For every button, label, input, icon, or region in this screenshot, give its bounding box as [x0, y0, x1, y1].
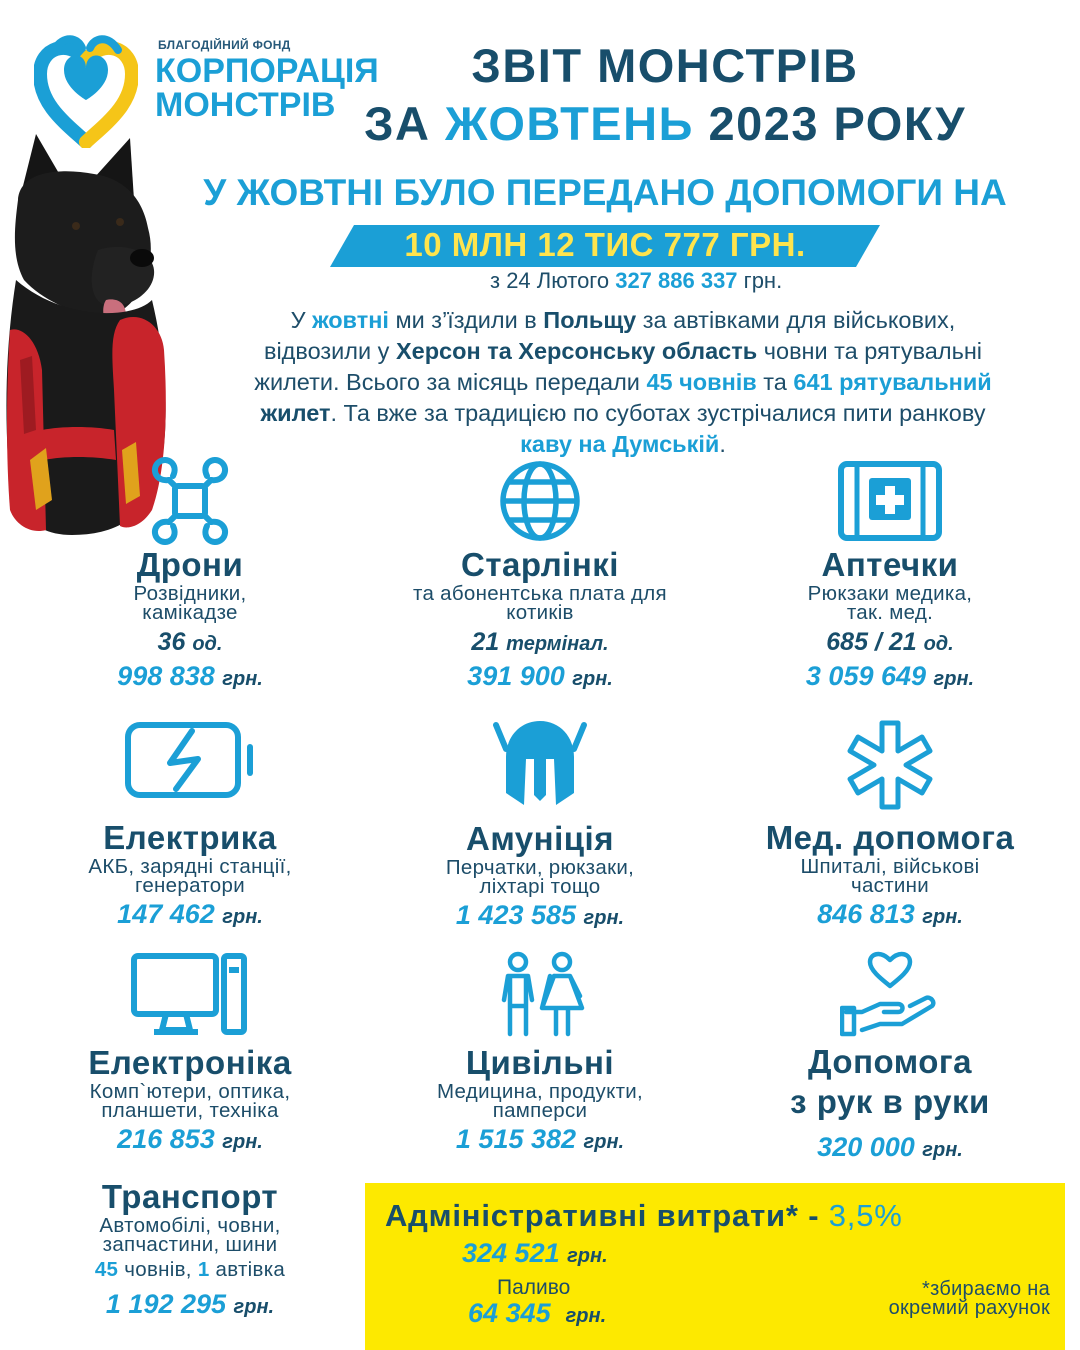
currency: грн.	[933, 668, 975, 690]
story-highlight: жовтні	[312, 307, 389, 333]
heart-hand-icon	[840, 950, 940, 1040]
currency: грн.	[565, 1305, 607, 1327]
story-highlight: 45 човнів	[646, 369, 757, 395]
currency: грн.	[922, 1139, 963, 1161]
category-electronics	[40, 950, 340, 1155]
category-name: Електрика	[103, 819, 277, 856]
total-amount: 10 МЛН 12 ТИС 777 ГРН.	[404, 226, 806, 263]
qty-value: 45	[94, 1258, 119, 1281]
desc-line: камікадзе	[142, 601, 238, 624]
category-desc	[390, 1082, 690, 1120]
category-transport	[40, 1178, 340, 1320]
name-line: з рук в руки	[790, 1083, 990, 1120]
story-highlight: каву на Думській	[520, 431, 720, 457]
category-name: Електроніка	[88, 1044, 292, 1081]
title-month: ЖОВТЕНЬ	[445, 97, 694, 150]
story-paragraph	[168, 305, 1078, 460]
desc-line: котиків	[506, 601, 574, 624]
admin-title	[385, 1198, 903, 1234]
first-aid-kit-icon	[835, 456, 945, 546]
amount-value: 64 345	[468, 1298, 551, 1328]
story-text: ми з’їздили в	[395, 307, 537, 333]
admin-amount	[462, 1238, 608, 1269]
summary-heading: У ЖОВТНІ БУЛО ПЕРЕДАНО ДОПОМОГИ НА	[203, 172, 1007, 213]
story-text: . Та вже за традицією по суботах зустрічалися пити ранкову	[330, 400, 986, 426]
category-electric	[40, 715, 340, 930]
amount-value: 1 515 382	[455, 1124, 577, 1154]
category-hand-to-hand	[740, 950, 1040, 1163]
story-text: відвозили у	[263, 338, 390, 364]
qty-value: 36	[157, 628, 186, 656]
category-desc	[390, 584, 690, 622]
category-desc	[40, 857, 340, 895]
category-desc	[740, 584, 1040, 622]
story-text: та	[763, 369, 787, 395]
desc-line: генератори	[135, 874, 245, 897]
category-amount	[740, 899, 1040, 930]
category-starlink	[390, 456, 690, 692]
desc-line: ліхтарі тощо	[479, 875, 601, 898]
story-bold: жилет	[260, 400, 331, 426]
amount-value: 1 192 295	[105, 1289, 227, 1319]
drone-icon	[145, 456, 235, 546]
category-desc	[40, 1216, 340, 1254]
fuel-label: Паливо	[497, 1276, 571, 1299]
org-name-line2: МОНСТРІВ	[155, 86, 336, 124]
qty-unit: термінал.	[506, 633, 609, 655]
report-title-line1: ЗВІТ МОНСТРІВ	[471, 39, 859, 92]
category-name: Старлінкі	[461, 546, 619, 583]
admin-dash: -	[808, 1198, 820, 1233]
since-total	[490, 268, 782, 294]
category-qty	[390, 628, 690, 657]
category-desc	[390, 858, 690, 896]
story-text: У	[290, 307, 306, 333]
qty-value: 685 / 21	[826, 628, 917, 656]
report-title-line2	[340, 96, 990, 151]
category-desc	[740, 857, 1040, 895]
qty-unit: од.	[192, 633, 223, 655]
amount-value: 1 423 585	[455, 900, 577, 930]
desc-line: Рюкзаки медика,	[807, 582, 973, 605]
since-prefix: з 24 Лютого	[490, 268, 610, 293]
desc-line: планшети, техніка	[101, 1099, 279, 1122]
globe-icon	[495, 456, 585, 546]
qty-value: 1	[197, 1258, 210, 1281]
note-line: окремий рахунок	[888, 1297, 1050, 1319]
desc-line: АКБ, зарядні станції,	[88, 855, 292, 878]
amount-value: 3 059 649	[805, 661, 927, 691]
category-desc	[40, 584, 340, 622]
transport-qty	[40, 1260, 340, 1279]
category-name: Цивільні	[465, 1044, 615, 1081]
category-drones	[40, 456, 340, 692]
desc-line: Медицина, продукти,	[436, 1080, 644, 1103]
desc-line: Перчатки, рюкзаки,	[445, 856, 635, 879]
category-amount	[40, 661, 340, 692]
currency: грн.	[922, 906, 963, 928]
story-text: за автівками для військових,	[642, 307, 956, 333]
category-qty	[40, 628, 340, 657]
title-year: 2023 РОКУ	[708, 97, 966, 150]
category-amount	[740, 661, 1040, 692]
category-firstaid	[740, 456, 1040, 692]
fuel-amount	[468, 1298, 606, 1329]
category-qty	[740, 628, 1040, 657]
amount-value: 998 838	[117, 661, 215, 691]
amount-value: 147 462	[117, 899, 215, 929]
currency: грн.	[567, 1245, 608, 1267]
category-name: Мед. допомога	[765, 819, 1015, 856]
story-highlight: 641 рятувальний	[793, 369, 992, 395]
story-text: жилети. Всього за місяць передали	[254, 369, 640, 395]
qty-value: 21	[471, 628, 500, 656]
amount-value: 391 900	[467, 661, 565, 691]
category-medical	[740, 715, 1040, 930]
currency: грн.	[583, 1131, 625, 1153]
currency: грн.	[222, 906, 263, 928]
amount-value: 320 000	[817, 1132, 915, 1162]
desc-line: запчастини, шини	[102, 1233, 278, 1256]
computer-icon	[130, 950, 250, 1040]
category-name: Амуніція	[466, 820, 614, 857]
desc-line: Комп`ютери, оптика,	[89, 1080, 291, 1103]
admin-percent: 3,5%	[828, 1198, 903, 1233]
category-desc	[40, 1082, 340, 1120]
qty-label: автівка	[215, 1258, 286, 1281]
admin-note	[830, 1280, 1050, 1318]
desc-line: Автомобілі, човни,	[99, 1214, 281, 1237]
desc-line: так. мед.	[846, 601, 934, 624]
desc-line: частини	[850, 874, 930, 897]
desc-line: та абонентська плата для	[413, 582, 667, 605]
category-amount	[40, 899, 340, 930]
category-amount	[40, 1289, 340, 1320]
desc-line: Розвідники,	[133, 582, 247, 605]
fund-label: БЛАГОДІЙНИЙ ФОНД	[158, 38, 291, 52]
battery-icon	[120, 715, 260, 805]
story-text: .	[719, 431, 726, 457]
since-amount: 327 886 337	[615, 268, 738, 293]
currency: грн.	[572, 668, 613, 690]
currency: грн.	[222, 1131, 263, 1153]
qty-label: човнів,	[124, 1258, 192, 1281]
desc-line: памперси	[492, 1099, 588, 1122]
people-icon	[490, 950, 590, 1040]
amount-value: 324 521	[462, 1238, 560, 1268]
category-name: Аптечки	[821, 546, 959, 583]
medical-star-icon	[840, 715, 940, 815]
amount-value: 216 853	[117, 1124, 215, 1154]
amount-value: 846 813	[817, 899, 915, 929]
category-amount	[740, 1132, 1040, 1163]
org-name-line1: КОРПОРАЦІЯ	[155, 52, 379, 90]
currency: грн.	[222, 668, 263, 690]
category-ammo	[390, 715, 690, 931]
helmet-icon	[490, 715, 590, 810]
category-amount	[390, 1124, 690, 1155]
desc-line: Шпиталі, військові	[800, 855, 980, 878]
admin-title-text: Адміністративні витрати*	[385, 1198, 799, 1233]
story-text: човни та рятувальні	[763, 338, 983, 364]
title-prefix: ЗА	[364, 97, 431, 150]
story-bold: Польщу	[543, 307, 637, 333]
qty-unit: од.	[923, 633, 954, 655]
note-line: *збираємо на	[921, 1278, 1050, 1300]
category-name	[740, 1042, 1040, 1122]
category-name: Дрони	[136, 546, 244, 583]
category-name: Транспорт	[101, 1178, 279, 1215]
name-line: Допомога	[808, 1043, 972, 1080]
category-amount	[390, 900, 690, 931]
category-amount	[390, 661, 690, 692]
since-suffix: грн.	[743, 268, 783, 293]
story-bold: Херсон та Херсонську область	[395, 338, 758, 364]
category-amount	[40, 1124, 340, 1155]
currency: грн.	[233, 1296, 275, 1318]
category-civil	[390, 950, 690, 1155]
currency: грн.	[583, 907, 625, 929]
